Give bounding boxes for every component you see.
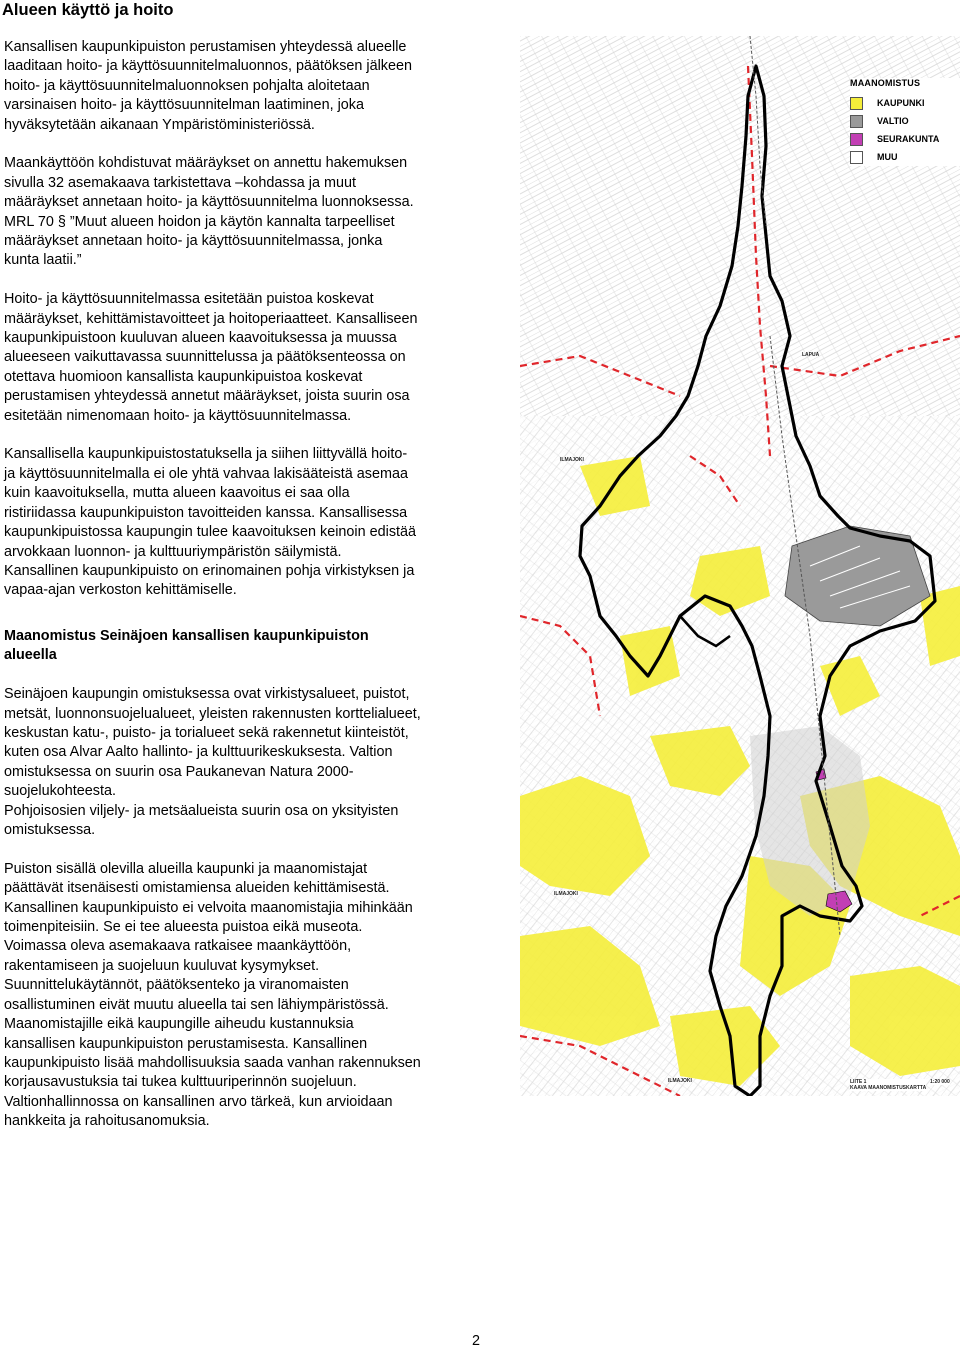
paragraph: Kansallisen kaupunkipuiston perustamisen yhteydessä alueelle laaditaan hoito- ja käyttösuunnitelmaluonnos, päätöksen jälkeen hoito- ja käyttösuunnitelmaluonnoksen pohjalta aloitetaan varsinaisen hoito- ja käyttösuunnitelman laatiminen, joka hyväksytetään aikanaan Ympäristöministeriössä. xyxy=(4,39,413,133)
legend-label: VALTIO xyxy=(877,116,909,126)
paragraph: Kansallisella kaupunkipuistostatuksella ja siihen liittyvällä hoito- ja käyttösuunnitelmalla ei ole yhtä vahvaa lakisääteistä asemaa kuin kaavoituksella, mutta alueen kaavoitus ei saa olla ristiriidassa kaupunkipuiston tavoitteiden kanssa. Kansallisessa kaupunkipuistossa kaupungin tulee kaavoituksen keinoin edistää arvokkaan luonnon- ja kulttuuriympäristön säilymistä. Kansallinen kaupunkipuisto on erinomainen pohja virkistyksen ja vapaa-ajan verkoston kehittämiselle. xyxy=(4,446,417,599)
section-2-text xyxy=(4,627,504,1151)
section-heading: Alueen käyttö ja hoito xyxy=(2,1,174,19)
legend-swatch xyxy=(850,97,863,110)
map-scale: 1:20 000 xyxy=(930,1079,950,1085)
paragraph: Seinäjoen kaupungin omistuksessa ovat virkistysalueet, puistot, metsät, luonnonsuojelualueet, yleisten rakennusten korttelialueet, keskustan katu-, puisto- ja torialueet sekä rakennetut kiinteistöt, kuten osa Alvar Aalto hallinto- ja kulttuurikeskuksesta. Valtion omistuksessa on suurin osa Paukanevan Natura 2000- suojelukohteesta. Pohjoisosien viljely- ja metsäalueista suurin osa on yksityisten omistuksessa. xyxy=(4,686,421,839)
legend-item-valtio xyxy=(850,112,960,130)
paragraph: Maankäyttöön kohdistuvat määräykset on annettu hakemuksen sivulla 32 asemakaava tarkistettava –kohdassa ja muut määräykset annetaan hoito- ja käyttösuunnitelma luonnoksessa. MRL 70 § ”Muut alueen hoidon ja käytön kannalta tarpeelliset määräykset annetaan hoito- ja käyttösuunnitelmassa, jonka kunta laatii.” xyxy=(4,155,414,269)
legend-swatch xyxy=(850,115,863,128)
paragraph: Hoito- ja käyttösuunnitelmassa esitetään puistoa koskevat määräykset, kehittämistavoitteet ja hoitoperiaatteet. Kansalliseen kaupunkipuistoon kuuluvan alueen kaavoituksessa ja muussa alueeseen vaikuttavassa suunnittelussa ja päätöksenteossa on otettava huomioon kansallista kaupunkipuistoa koskevat perustamisen yhteydessä annetut määräykset, joista suurin osa esitetään nimenomaan hoito- ja käyttösuunnitelmassa. xyxy=(4,291,418,424)
map-graphic xyxy=(520,36,960,1096)
map-label-ilmajoki: ILMAJOKI xyxy=(560,457,584,463)
legend-label: MUU xyxy=(877,152,898,162)
legend-swatch xyxy=(850,151,863,164)
paragraph: Puiston sisällä olevilla alueilla kaupunki ja maanomistajat päättävät itsenäisesti omistamiensa alueiden kehittämisestä. Kansallinen kaupunkipuisto ei velvoita maanomistajia mihinkään toimenpiteisiin. Se ei tee alueesta puistoa eikä museota. Voimassa oleva asemakaava ratkaisee maankäyttöön, rakentamiseen ja suojeluun kuuluvat kysymykset. Suunnittelukäytännöt, päätöksenteko ja viranomaisten osallistuminen eivät muutu alueella tai sen lähiympäristössä. Maanomistajille eikä kaupungille aiheudu kustannuksia kansallisen kaupunkipuiston perustamisesta. Kansallinen kaupunkipuisto lisää mahdollisuuksia saada vanhan rakennuksen korjausavustuksia tai tukea kulttuuriperinnön suojeluun. Valtionhallinnossa on kansallinen arvo tärkeä, kun arvioidaan hankkeita ja rahoitusanomuksia. xyxy=(4,860,421,1130)
legend-label: SEURAKUNTA xyxy=(877,134,940,144)
map-label-lapua: LAPUA xyxy=(802,352,820,358)
legend-item-muu xyxy=(850,148,960,166)
legend-title: MAANOMISTUS xyxy=(850,78,921,88)
legend-item-kaupunki xyxy=(850,94,960,112)
map-legend xyxy=(850,78,960,166)
legend-swatch xyxy=(850,133,863,146)
legend-item-seurakunta xyxy=(850,130,960,148)
map-label-ilmajoki: ILMAJOKI xyxy=(554,891,578,897)
land-ownership-map xyxy=(520,36,960,1096)
page-number: 2 xyxy=(472,1333,481,1349)
map-title-block: LIITE 1 KAAVA MAANOMISTUSKARTTA xyxy=(850,1079,927,1091)
legend-label: KAUPUNKI xyxy=(877,98,925,108)
subsection-heading: Maanomistus Seinäjoen kansallisen kaupunkipuiston alueella xyxy=(4,628,369,664)
section-1-text xyxy=(4,38,504,601)
map-label-ilmajoki: ILMAJOKI xyxy=(668,1078,692,1084)
